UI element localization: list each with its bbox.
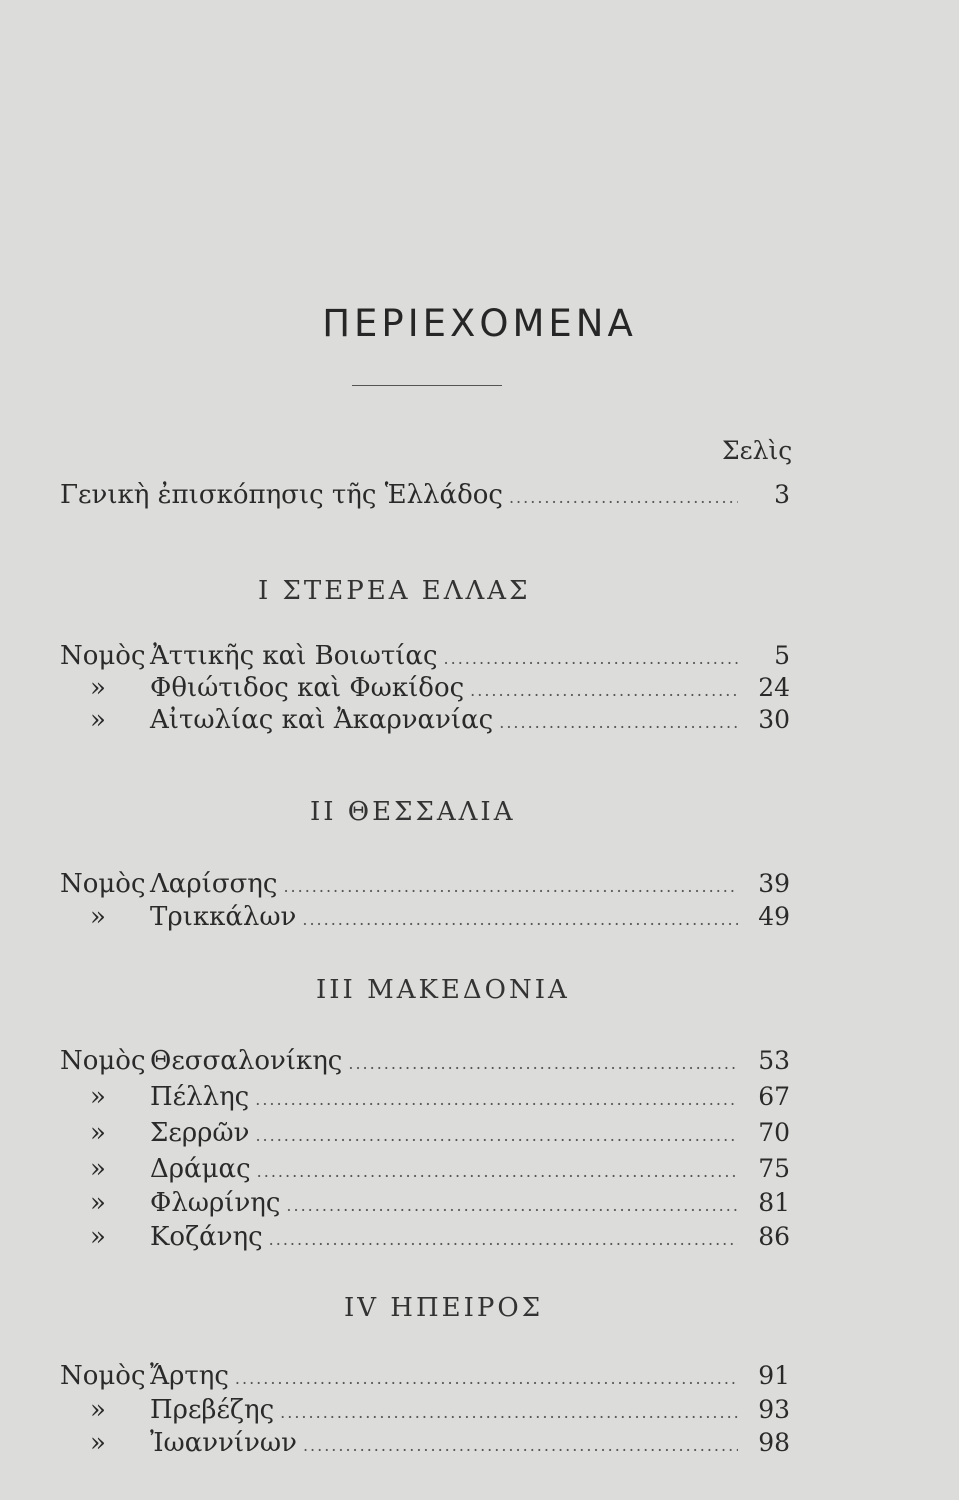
toc-entry bbox=[60, 1222, 790, 1256]
entry-name: Κοζάνης bbox=[150, 1222, 263, 1252]
dot-leader bbox=[470, 681, 738, 700]
dot-leader bbox=[348, 1054, 738, 1073]
entry-page: 86 bbox=[758, 1222, 790, 1251]
toc-entry bbox=[60, 1082, 790, 1116]
dot-leader bbox=[302, 910, 738, 929]
dot-leader bbox=[286, 1196, 738, 1215]
dot-leader bbox=[283, 877, 738, 896]
entry-prefix: » bbox=[90, 902, 106, 932]
toc-entry bbox=[60, 1395, 790, 1429]
entry-name: Δράμας bbox=[150, 1154, 251, 1184]
entry-prefix: Νομὸς bbox=[60, 1046, 146, 1076]
toc-entry bbox=[60, 1428, 790, 1462]
entry-name: Λαρίσσης bbox=[150, 869, 278, 899]
entry-name: Πρεβέζης bbox=[150, 1395, 275, 1425]
toc-entry bbox=[60, 1046, 790, 1080]
entry-page: 70 bbox=[758, 1118, 790, 1147]
entry-name: Αἰτωλίας καὶ Ἀκαρνανίας bbox=[150, 705, 494, 735]
toc-entry bbox=[60, 673, 790, 707]
pages-column-header: Σελὶς bbox=[722, 436, 793, 465]
entry-prefix: » bbox=[90, 1188, 106, 1218]
toc-entry bbox=[60, 1118, 790, 1152]
dot-leader bbox=[257, 1162, 738, 1181]
entry-page: 81 bbox=[758, 1188, 790, 1217]
entry-page: 3 bbox=[774, 480, 790, 509]
dot-leader bbox=[509, 488, 738, 507]
toc-entry bbox=[60, 1188, 790, 1222]
dot-leader bbox=[235, 1369, 738, 1388]
entry-prefix: » bbox=[90, 673, 106, 703]
toc-entry bbox=[60, 705, 790, 739]
entry-name: Ἰωαννίνων bbox=[150, 1428, 297, 1458]
entry-prefix: » bbox=[90, 705, 106, 735]
entry-page: 39 bbox=[758, 869, 790, 898]
entry-prefix: Νομὸς bbox=[60, 869, 146, 899]
dot-leader bbox=[255, 1126, 738, 1145]
toc-entry bbox=[60, 1361, 790, 1395]
entry-page: 98 bbox=[758, 1428, 790, 1457]
entry-name: Γενικὴ ἐπισκόπησις τῆς Ἑλλάδος bbox=[60, 480, 503, 510]
entry-name: Φθιώτιδος καὶ Φωκίδος bbox=[150, 673, 465, 703]
entry-page: 30 bbox=[758, 705, 790, 734]
entry-page: 91 bbox=[758, 1361, 790, 1390]
entry-page: 75 bbox=[758, 1154, 790, 1183]
toc-entry bbox=[60, 641, 790, 675]
section-heading: Ι ΣΤΕΡΕΑ ΕΛΛΑΣ bbox=[258, 576, 531, 606]
entry-prefix: » bbox=[90, 1118, 106, 1148]
entry-page: 5 bbox=[774, 641, 790, 670]
entry-page: 53 bbox=[758, 1046, 790, 1075]
entry-prefix: » bbox=[90, 1154, 106, 1184]
entry-name: Ἀττικῆς καὶ Βοιωτίας bbox=[150, 641, 438, 671]
entry-page: 93 bbox=[758, 1395, 790, 1424]
dot-leader bbox=[280, 1403, 738, 1422]
dot-leader bbox=[255, 1090, 738, 1109]
dot-leader bbox=[499, 713, 738, 732]
toc-entry-general bbox=[60, 480, 790, 514]
page-title: ΠΕΡΙΕΧΟΜΕΝΑ bbox=[322, 302, 637, 345]
entry-name: Ἄρτης bbox=[150, 1361, 229, 1391]
section-heading: ΙV ΗΠΕΙΡΟΣ bbox=[344, 1293, 544, 1323]
dot-leader bbox=[444, 649, 738, 668]
entry-name: Τρικκάλων bbox=[150, 902, 297, 932]
entry-prefix: » bbox=[90, 1082, 106, 1112]
dot-leader bbox=[303, 1436, 738, 1455]
entry-prefix: Νομὸς bbox=[60, 1361, 146, 1391]
dot-leader bbox=[269, 1230, 738, 1249]
toc-entry bbox=[60, 869, 790, 903]
title-rule bbox=[352, 385, 502, 386]
entry-page: 24 bbox=[758, 673, 790, 702]
entry-name: Πέλλης bbox=[150, 1082, 250, 1112]
entry-name: Θεσσαλονίκης bbox=[150, 1046, 343, 1076]
section-heading: ΙΙΙ ΜΑΚΕΔΟΝΙΑ bbox=[316, 975, 570, 1005]
section-heading: ΙΙ ΘΕΣΣΑΛΙΑ bbox=[310, 797, 516, 827]
entry-name: Σερρῶν bbox=[150, 1118, 250, 1148]
entry-page: 49 bbox=[758, 902, 790, 931]
entry-prefix: » bbox=[90, 1222, 106, 1252]
toc-entry bbox=[60, 902, 790, 936]
entry-page: 67 bbox=[758, 1082, 790, 1111]
entry-name: Φλωρίνης bbox=[150, 1188, 281, 1218]
entry-prefix: » bbox=[90, 1428, 106, 1458]
toc-entry bbox=[60, 1154, 790, 1188]
entry-prefix: » bbox=[90, 1395, 106, 1425]
entry-prefix: Νομὸς bbox=[60, 641, 146, 671]
